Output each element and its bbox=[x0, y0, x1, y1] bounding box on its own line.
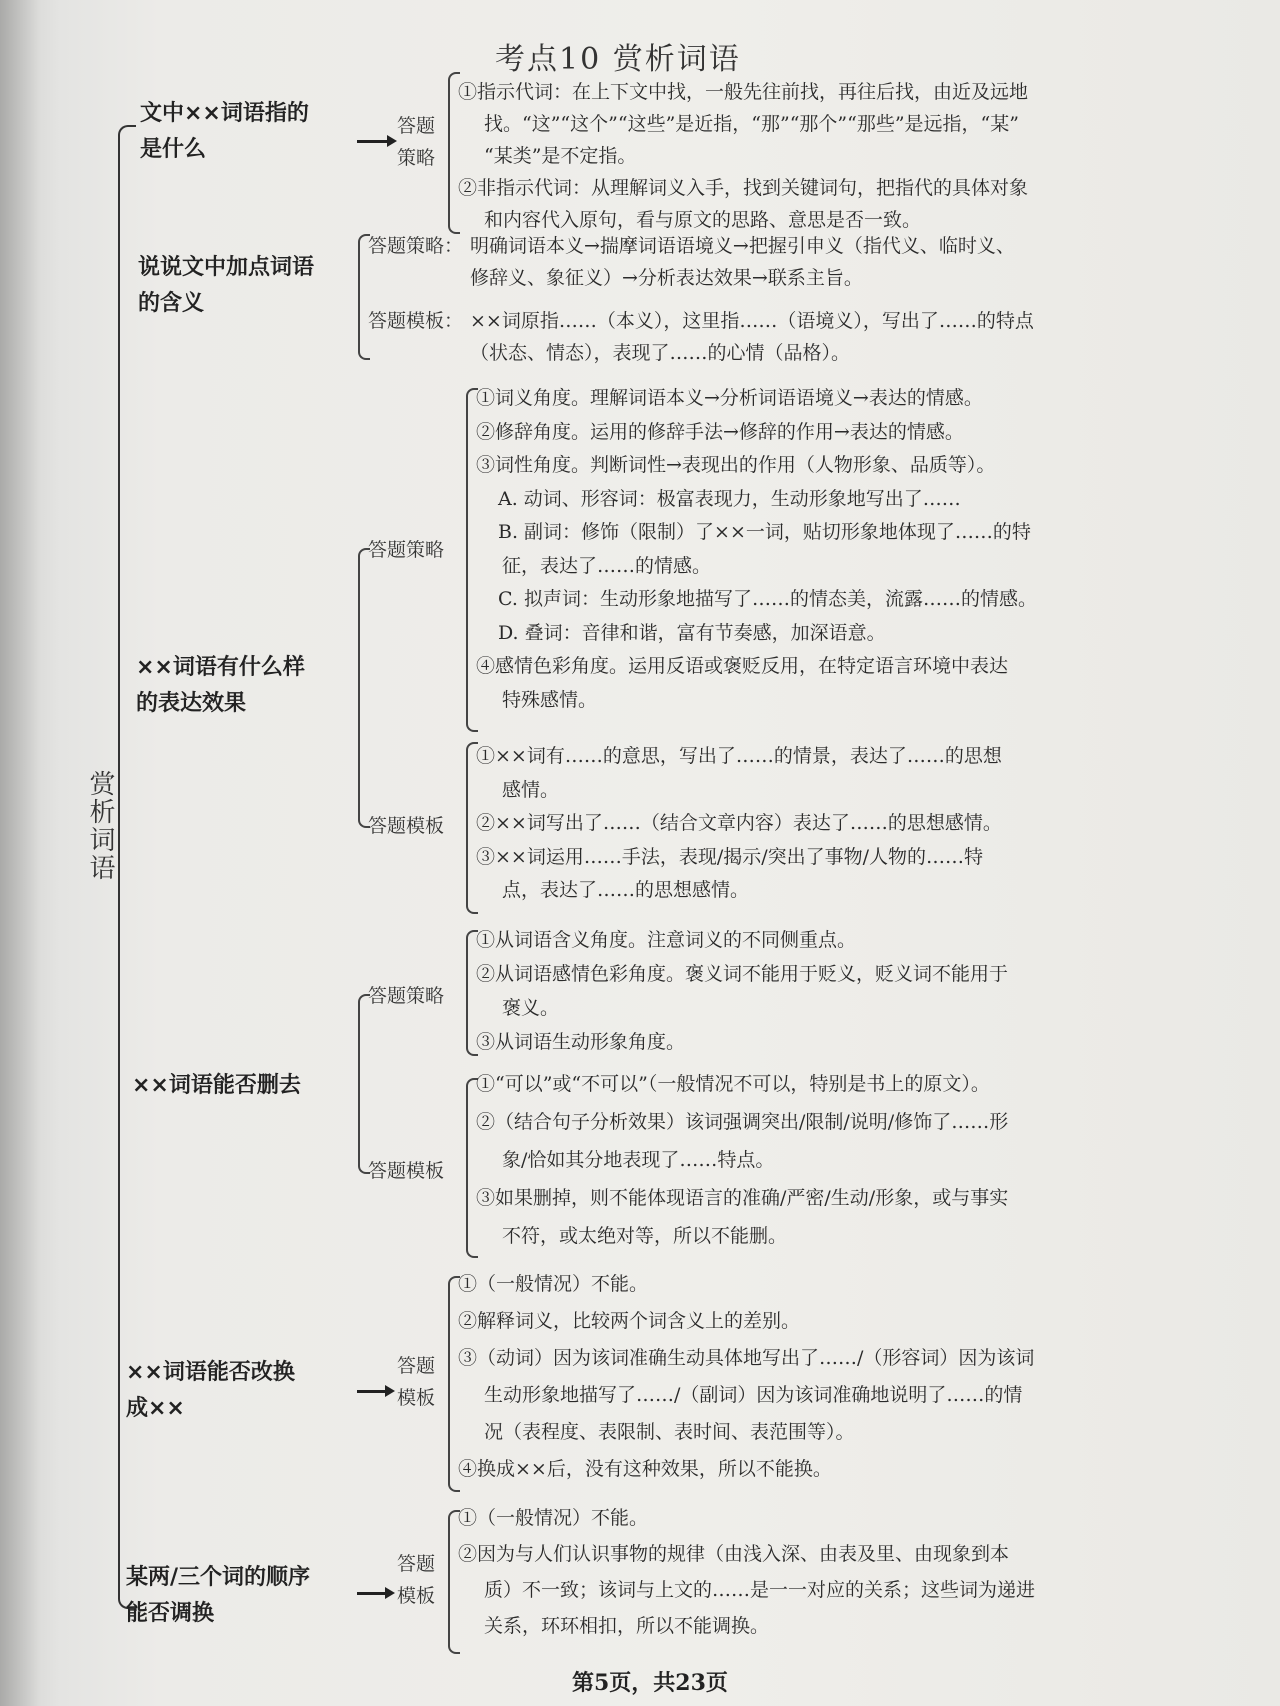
question-3 bbox=[136, 650, 305, 722]
arrow-icon bbox=[357, 1390, 387, 1393]
content-line: A. 动词、形容词：极富表现力，生动形象地写出了…… bbox=[498, 487, 961, 510]
content-line: ④换成××后，没有这种效果，所以不能换。 bbox=[458, 1458, 832, 1480]
content-line: 褒义。 bbox=[502, 997, 560, 1019]
content-line: ①从词语含义角度。注意词义的不同侧重点。 bbox=[476, 929, 857, 951]
content-line: 感情。 bbox=[502, 778, 560, 801]
content-line: ③词性角度。判断词性→表现出的作用（人物形象、品质等）。 bbox=[476, 454, 996, 476]
content-line: 生动形象地描写了……/（副词）因为该词准确地说明了……的情 bbox=[484, 1384, 1023, 1406]
section-bracket bbox=[358, 548, 370, 828]
content-line: ④感情色彩角度。运用反语或褒贬反用，在特定语言环境中表达 bbox=[476, 655, 1009, 677]
strategy-label-line: 答题 bbox=[397, 1553, 436, 1575]
content-line: 关系，环环相扣，所以不能调换。 bbox=[484, 1615, 770, 1637]
content-line: ②从词语感情色彩角度。褒义词不能用于贬义，贬义词不能用于 bbox=[476, 963, 1009, 985]
content-line: ②因为与人们认识事物的规律（由浅入深、由表及里、由现象到本 bbox=[458, 1543, 1010, 1565]
question-2 bbox=[138, 250, 314, 322]
content-line: ②××词写出了……（结合文章内容）表达了……的思想感情。 bbox=[476, 812, 1002, 834]
content-line: ②（结合句子分析效果）该词强调突出/限制/说明/修饰了……形 bbox=[476, 1111, 1009, 1133]
strategy-label bbox=[368, 534, 444, 566]
strategy-label bbox=[368, 1155, 444, 1187]
content-line: 找。“这”“这个”“这些”是近指，“那”“那个”“那些”是远指，“某” bbox=[484, 113, 1019, 135]
strategy-label-line: 答题模板 bbox=[368, 815, 445, 837]
question-line: 的表达效果 bbox=[136, 691, 247, 716]
content-line: ②非指示代词：从理解词义入手，找到关键词句，把指代的具体对象 bbox=[458, 177, 1029, 199]
question-6 bbox=[126, 1560, 310, 1632]
content-line: ①（一般情况）不能。 bbox=[458, 1273, 649, 1295]
content-line: D. 叠词：音律和谐，富有节奏感，加深语意。 bbox=[498, 621, 886, 644]
content-line: “某类”是不定指。 bbox=[484, 145, 637, 167]
question-line: 的含义 bbox=[138, 291, 205, 316]
strategy-label bbox=[368, 810, 444, 842]
content-line: ①××词有……的意思，写出了……的情景，表达了……的思想 bbox=[476, 745, 1002, 767]
page-footer: 第5页，共23页 bbox=[572, 1670, 728, 1696]
strategy-label bbox=[368, 230, 463, 262]
section-bracket bbox=[358, 994, 370, 1174]
strategy-label-line: 答题模板 bbox=[368, 1160, 445, 1182]
content-line: C. 拟声词：生动形象地描写了……的情态美，流露……的情感。 bbox=[498, 588, 1037, 610]
strategy-label bbox=[397, 110, 435, 174]
question-4 bbox=[132, 1068, 301, 1104]
strategy-label bbox=[397, 1350, 435, 1414]
question-line: 成×× bbox=[126, 1396, 185, 1421]
content-line: ③如果删掉，则不能体现语言的准确/严密/生动/形象，或与事实 bbox=[476, 1187, 1009, 1209]
strategy-label-line: 答题策略 bbox=[368, 985, 445, 1007]
content-line: 象/恰如其分地表现了……特点。 bbox=[502, 1149, 775, 1171]
strategy-label-line: 策略 bbox=[397, 147, 436, 169]
binding-shadow bbox=[0, 0, 40, 1706]
content-line: ①指示代词：在上下文中找，一般先往前找，再往后找，由近及远地 bbox=[458, 81, 1029, 103]
question-line: 文中××词语指的 bbox=[140, 101, 309, 126]
content-line: 征，表达了……的情感。 bbox=[502, 554, 712, 577]
content-line: ③从词语生动形象角度。 bbox=[476, 1031, 686, 1053]
content-line: ①词义角度。理解词语本义→分析词语语境义→表达的情感。 bbox=[476, 387, 983, 409]
strategy-label-line: 答题 bbox=[397, 115, 436, 137]
content-line: 修辞义、象征义）→分析表达效果→联系主旨。 bbox=[470, 267, 863, 289]
question-line: ××词语能否改换 bbox=[126, 1360, 295, 1385]
content-line: 特殊感情。 bbox=[502, 688, 598, 711]
question-line: 某两/三个词的顺序 bbox=[126, 1565, 311, 1590]
strategy-label bbox=[368, 305, 463, 337]
strategy-label-line: 答题策略： bbox=[368, 235, 464, 257]
question-line: ××词语有什么样 bbox=[136, 655, 305, 680]
content-line: ②修辞角度。运用的修辞手法→修辞的作用→表达的情感。 bbox=[476, 420, 964, 443]
root-label: 赏析词语 bbox=[85, 770, 115, 882]
content-line: B. 副词：修饰（限制）了××一词，贴切形象地体现了……的特 bbox=[498, 521, 1031, 543]
question-line: 是什么 bbox=[140, 137, 207, 162]
content-line: 明确词语本义→揣摩词语语境义→把握引申义（指代义、临时义、 bbox=[470, 235, 1015, 257]
content-line: ③××词运用……手法，表现/揭示/突出了事物/人物的……特 bbox=[476, 845, 984, 868]
content-line: 质）不一致；该词与上文的……是一一对应的关系；这些词为递进 bbox=[484, 1579, 1036, 1601]
content-line: ①（一般情况）不能。 bbox=[458, 1507, 649, 1529]
question-1 bbox=[140, 96, 309, 168]
question-line: ××词语能否删去 bbox=[132, 1073, 301, 1098]
arrow-icon bbox=[357, 140, 389, 143]
question-5 bbox=[126, 1355, 295, 1427]
content-line: 和内容代入原句，看与原文的思路、意思是否一致。 bbox=[484, 209, 922, 231]
content-line: （状态、情态），表现了……的心情（品格）。 bbox=[470, 342, 851, 364]
content-line: ③（动词）因为该词准确生动具体地写出了……/（形容词）因为该词 bbox=[458, 1347, 1035, 1369]
group-bracket bbox=[466, 1078, 478, 1258]
content-line: ①“可以”或“不可以”（一般情况不可以，特别是书上的原文）。 bbox=[476, 1073, 990, 1095]
content-line: 不符，或太绝对等，所以不能删。 bbox=[502, 1225, 788, 1247]
content-line: ②解释词义，比较两个词含义上的差别。 bbox=[458, 1310, 801, 1332]
arrow-icon bbox=[357, 1592, 387, 1595]
strategy-label-line: 答题 bbox=[397, 1355, 436, 1377]
strategy-label-line: 答题模板： bbox=[368, 310, 464, 332]
content-line: 点，表达了……的思想感情。 bbox=[502, 879, 750, 901]
question-line: 说说文中加点词语 bbox=[138, 255, 315, 280]
strategy-label-line: 模板 bbox=[397, 1387, 436, 1409]
content-line: ××词原指……（本义），这里指……（语境义），写出了……的特点 bbox=[470, 310, 1034, 332]
question-line: 能否调换 bbox=[126, 1601, 215, 1626]
content-line: 况（表程度、表限制、表时间、表范围等）。 bbox=[484, 1421, 855, 1443]
strategy-label bbox=[368, 980, 444, 1012]
page-title: 考点10 赏析词语 bbox=[495, 42, 741, 77]
strategy-label-line: 模板 bbox=[397, 1585, 436, 1607]
strategy-label-line: 答题策略 bbox=[368, 539, 445, 561]
strategy-label bbox=[397, 1548, 435, 1612]
